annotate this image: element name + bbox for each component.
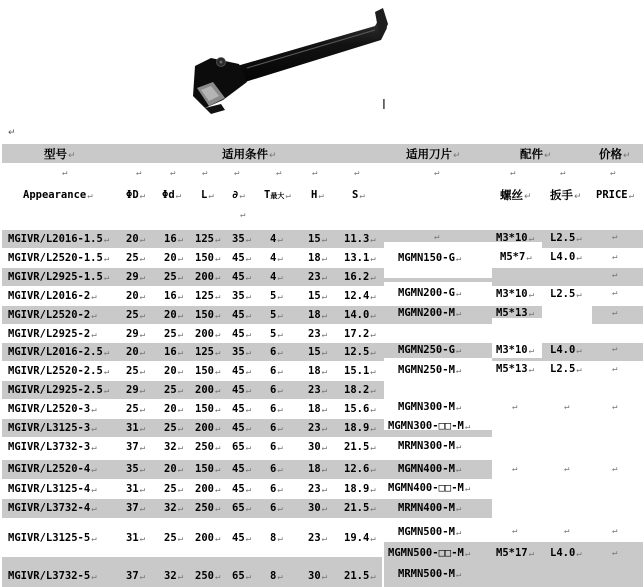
cell-mark: ↵	[612, 402, 618, 412]
cell-mark: ↵	[512, 464, 518, 474]
phi-D-cell: 25↵	[126, 403, 146, 415]
phi-D-cell: 25↵	[126, 365, 146, 377]
length-cell: 200↵	[195, 483, 221, 495]
length-cell: 200↵	[195, 532, 221, 544]
model-cell: MGIVR/L2016-2↵	[8, 290, 97, 302]
header-mark: ↵	[354, 168, 360, 178]
cell-mark: ↵	[612, 270, 618, 280]
length-cell: 250↵	[195, 570, 221, 582]
price-cell-white	[592, 376, 643, 522]
t-max-cell: 5↵	[270, 309, 283, 321]
screw-value: M5*7↵	[500, 251, 532, 263]
model-cell: MGIVR/L2520-2.5↵	[8, 365, 110, 377]
screw-value: M5*17↵	[496, 547, 535, 559]
insert-label: MGMN150-G↵	[398, 252, 462, 264]
angle-cell: 65↵	[232, 502, 252, 514]
insert-label: MGMN200-M↵	[398, 307, 462, 319]
wrench-value: L2.5↵	[550, 363, 582, 375]
model-cell: MGIVR/L3732-5↵	[8, 570, 97, 582]
insert-label: MGMN400-□□-M↵	[388, 482, 471, 494]
cell-mark: ↵	[612, 548, 618, 558]
screw-value: M3*10↵	[496, 232, 535, 244]
insert-label: MGMN300-□□-M↵	[388, 420, 471, 432]
phi-D-cell: 31↵	[126, 532, 146, 544]
insert-label: MGMN500-□□-M↵	[388, 547, 471, 559]
h-cell: 30↵	[308, 570, 328, 582]
model-cell: MGIVR/L2520-2↵	[8, 309, 97, 321]
model-cell: MGIVR/L2520-4↵	[8, 463, 97, 475]
col-angle: ∂↵	[232, 189, 245, 201]
phi-d-cell: 32↵	[164, 570, 184, 582]
model-cell: MGIVR/L3732-3↵	[8, 441, 97, 453]
length-cell: 125↵	[195, 346, 221, 358]
phi-d-cell: 20↵	[164, 252, 184, 264]
header-mark: ↵	[434, 168, 440, 178]
h-cell: 18↵	[308, 309, 328, 321]
h-cell: 30↵	[308, 441, 328, 453]
t-max-cell: 6↵	[270, 422, 283, 434]
h-cell: 18↵	[308, 463, 328, 475]
cell-mark: ↵	[612, 364, 618, 374]
header-mark: ↵	[240, 210, 246, 220]
tool-holder-image	[175, 4, 390, 124]
model-cell: MGIVR/L2925-2↵	[8, 328, 97, 340]
s-cell: 13.1↵	[344, 252, 376, 264]
length-cell: 150↵	[195, 309, 221, 321]
phi-d-cell: 25↵	[164, 532, 184, 544]
length-cell: 250↵	[195, 441, 221, 453]
phi-d-cell: 16↵	[164, 346, 184, 358]
h-cell: 23↵	[308, 328, 328, 340]
col-appearance: Appearance↵	[23, 189, 93, 201]
screw-value: M5*13↵	[496, 307, 535, 319]
model-cell: MGIVR/L3125-3↵	[8, 422, 97, 434]
t-max-cell: 4↵	[270, 233, 283, 245]
length-cell: 150↵	[195, 463, 221, 475]
t-max-cell: 6↵	[270, 502, 283, 514]
col-group-inserts: 适用刀片↵	[406, 147, 461, 161]
h-cell: 23↵	[308, 483, 328, 495]
phi-D-cell: 25↵	[126, 309, 146, 321]
cell-mark: ↵	[564, 526, 570, 536]
cell-mark: ↵	[564, 402, 570, 412]
cell-mark: ↵	[564, 464, 570, 474]
phi-D-cell: 29↵	[126, 271, 146, 283]
length-cell: 200↵	[195, 328, 221, 340]
model-cell: MGIVR/L2520-1.5↵	[8, 252, 110, 264]
cell-mark: ↵	[612, 464, 618, 474]
length-cell: 150↵	[195, 365, 221, 377]
t-max-cell: 6↵	[270, 346, 283, 358]
angle-cell: 35↵	[232, 346, 252, 358]
angle-cell: 45↵	[232, 309, 252, 321]
header-mark: ↵	[202, 168, 208, 178]
screw-value: M3*10↵	[496, 344, 535, 356]
col-H: H↵	[311, 189, 324, 201]
insert-label: MGMN250-G↵	[398, 344, 462, 356]
insert-label: MRMN300-M↵	[398, 440, 462, 452]
length-cell: 150↵	[195, 403, 221, 415]
insert-label: MGMN500-M↵	[398, 526, 462, 538]
phi-d-cell: 32↵	[164, 441, 184, 453]
cell-mark: ↵	[512, 526, 518, 536]
phi-D-cell: 31↵	[126, 422, 146, 434]
phi-D-cell: 29↵	[126, 384, 146, 396]
angle-cell: 45↵	[232, 422, 252, 434]
phi-D-cell: 20↵	[126, 346, 146, 358]
wrench-value: L2.5↵	[550, 232, 582, 244]
angle-cell: 35↵	[232, 290, 252, 302]
col-wrench: 扳手↵	[550, 188, 582, 202]
header-mark: ↵	[560, 168, 566, 178]
insert-label: MGMN300-M↵	[398, 401, 462, 413]
angle-cell: 65↵	[232, 441, 252, 453]
col-phi-D: ΦD↵	[126, 189, 146, 201]
phi-d-cell: 20↵	[164, 309, 184, 321]
phi-D-cell: 29↵	[126, 328, 146, 340]
col-price: PRICE↵	[596, 189, 635, 201]
t-max-cell: 6↵	[270, 441, 283, 453]
s-cell: 11.3↵	[344, 233, 376, 245]
length-cell: 250↵	[195, 502, 221, 514]
length-cell: 200↵	[195, 384, 221, 396]
t-max-cell: 8↵	[270, 570, 283, 582]
s-cell: 18.9↵	[344, 483, 376, 495]
cell-mark: ↵	[612, 252, 618, 262]
phi-d-cell: 20↵	[164, 365, 184, 377]
phi-d-cell: 25↵	[164, 271, 184, 283]
col-phi-d: Φd↵	[162, 189, 182, 201]
angle-cell: 45↵	[232, 252, 252, 264]
model-cell: MGIVR/L2520-3↵	[8, 403, 97, 415]
wrench-value: L2.5↵	[550, 288, 582, 300]
t-max-cell: 5↵	[270, 290, 283, 302]
h-cell: 15↵	[308, 346, 328, 358]
col-S: S↵	[352, 189, 365, 201]
t-max-cell: 6↵	[270, 384, 283, 396]
h-cell: 15↵	[308, 290, 328, 302]
cell-mark: ↵	[612, 308, 618, 318]
angle-cell: 45↵	[232, 403, 252, 415]
header-mark: ↵	[510, 168, 516, 178]
t-max-cell: 4↵	[270, 271, 283, 283]
model-cell: MGIVR/L3125-5↵	[8, 532, 97, 544]
s-cell: 18.2↵	[344, 384, 376, 396]
s-cell: 15.1↵	[344, 365, 376, 377]
insert-label: MRMN400-M↵	[398, 502, 462, 514]
s-cell: 17.2↵	[344, 328, 376, 340]
wrench-value: L4.0↵	[550, 547, 582, 559]
insert-label: MGMN400-M↵	[398, 463, 462, 475]
phi-d-cell: 25↵	[164, 384, 184, 396]
col-T: T最大↵	[264, 189, 291, 201]
h-cell: 23↵	[308, 422, 328, 434]
cell-mark: ↵	[612, 232, 618, 242]
length-cell: 125↵	[195, 290, 221, 302]
phi-D-cell: 25↵	[126, 252, 146, 264]
phi-d-cell: 16↵	[164, 290, 184, 302]
phi-d-cell: 25↵	[164, 483, 184, 495]
s-cell: 12.4↵	[344, 290, 376, 302]
screw-value: M3*10↵	[496, 288, 535, 300]
header-mark: ↵	[170, 168, 176, 178]
phi-d-cell: 20↵	[164, 403, 184, 415]
screw-value: M5*13↵	[496, 363, 535, 375]
phi-d-cell: 25↵	[164, 328, 184, 340]
angle-cell: 65↵	[232, 570, 252, 582]
phi-d-cell: 20↵	[164, 463, 184, 475]
h-cell: 30↵	[308, 502, 328, 514]
s-cell: 18.9↵	[344, 422, 376, 434]
cell-mark: ↵	[434, 232, 440, 242]
h-cell: 18↵	[308, 252, 328, 264]
phi-D-cell: 20↵	[126, 233, 146, 245]
s-cell: 21.5↵	[344, 570, 376, 582]
length-cell: 200↵	[195, 422, 221, 434]
angle-cell: 45↵	[232, 463, 252, 475]
header-mark: ↵	[234, 168, 240, 178]
text-cursor-mark: I	[382, 98, 386, 113]
header-mark: ↵	[610, 168, 616, 178]
t-max-cell: 6↵	[270, 463, 283, 475]
h-cell: 18↵	[308, 365, 328, 377]
model-cell: MGIVR/L2016-2.5↵	[8, 346, 110, 358]
length-cell: 200↵	[195, 271, 221, 283]
h-cell: 18↵	[308, 403, 328, 415]
cell-mark: ↵	[612, 526, 618, 536]
phi-d-cell: 32↵	[164, 502, 184, 514]
s-cell: 19.4↵	[344, 532, 376, 544]
col-L: L↵	[201, 189, 214, 201]
t-max-cell: 6↵	[270, 483, 283, 495]
accessory-cell-white	[492, 376, 592, 522]
model-cell: MGIVR/L3732-4↵	[8, 502, 97, 514]
wrench-value: L4.0↵	[550, 344, 582, 356]
s-cell: 16.2↵	[344, 271, 376, 283]
h-cell: 15↵	[308, 233, 328, 245]
phi-D-cell: 37↵	[126, 570, 146, 582]
angle-cell: 45↵	[232, 328, 252, 340]
s-cell: 21.5↵	[344, 502, 376, 514]
phi-d-cell: 25↵	[164, 422, 184, 434]
angle-cell: 45↵	[232, 384, 252, 396]
header-mark: ↵	[312, 168, 318, 178]
model-cell: MGIVR/L2016-1.5↵	[8, 233, 110, 245]
header-mark: ↵	[136, 168, 142, 178]
col-group-model: 型号↵	[44, 147, 76, 161]
col-group-accessories: 配件↵	[520, 147, 552, 161]
angle-cell: 45↵	[232, 532, 252, 544]
insert-label: MRMN500-M↵	[398, 568, 462, 580]
insert-label: MGMN250-M↵	[398, 364, 462, 376]
col-screw: 螺丝↵	[500, 188, 532, 202]
phi-D-cell: 37↵	[126, 502, 146, 514]
col-group-price: 价格↵	[599, 147, 631, 161]
model-cell: MGIVR/L3125-4↵	[8, 483, 97, 495]
t-max-cell: 8↵	[270, 532, 283, 544]
t-max-cell: 4↵	[270, 252, 283, 264]
s-cell: 14.0↵	[344, 309, 376, 321]
h-cell: 23↵	[308, 271, 328, 283]
accessory-cell-white	[542, 300, 592, 338]
t-max-cell: 6↵	[270, 365, 283, 377]
length-cell: 125↵	[195, 233, 221, 245]
angle-cell: 45↵	[232, 271, 252, 283]
wrench-value: L4.0↵	[550, 251, 582, 263]
model-cell: MGIVR/L2925-1.5↵	[8, 271, 110, 283]
t-max-cell: 6↵	[270, 403, 283, 415]
col-group-conditions: 适用条件↵	[222, 147, 277, 161]
cell-mark: ↵	[612, 288, 618, 298]
header-mark: ↵	[276, 168, 282, 178]
cell-mark: ↵	[612, 344, 618, 354]
s-cell: 12.6↵	[344, 463, 376, 475]
header-mark: ↵	[62, 168, 68, 178]
paragraph-mark: ↵	[8, 128, 16, 138]
s-cell: 12.5↵	[344, 346, 376, 358]
model-cell: MGIVR/L2925-2.5↵	[8, 384, 110, 396]
cell-mark: ↵	[512, 402, 518, 412]
t-max-cell: 5↵	[270, 328, 283, 340]
phi-D-cell: 31↵	[126, 483, 146, 495]
insert-label: MGMN200-G↵	[398, 287, 462, 299]
phi-D-cell: 35↵	[126, 463, 146, 475]
h-cell: 23↵	[308, 532, 328, 544]
angle-cell: 45↵	[232, 483, 252, 495]
angle-cell: 35↵	[232, 233, 252, 245]
phi-D-cell: 20↵	[126, 290, 146, 302]
s-cell: 15.6↵	[344, 403, 376, 415]
h-cell: 23↵	[308, 384, 328, 396]
angle-cell: 45↵	[232, 365, 252, 377]
s-cell: 21.5↵	[344, 441, 376, 453]
phi-d-cell: 16↵	[164, 233, 184, 245]
phi-D-cell: 37↵	[126, 441, 146, 453]
length-cell: 150↵	[195, 252, 221, 264]
